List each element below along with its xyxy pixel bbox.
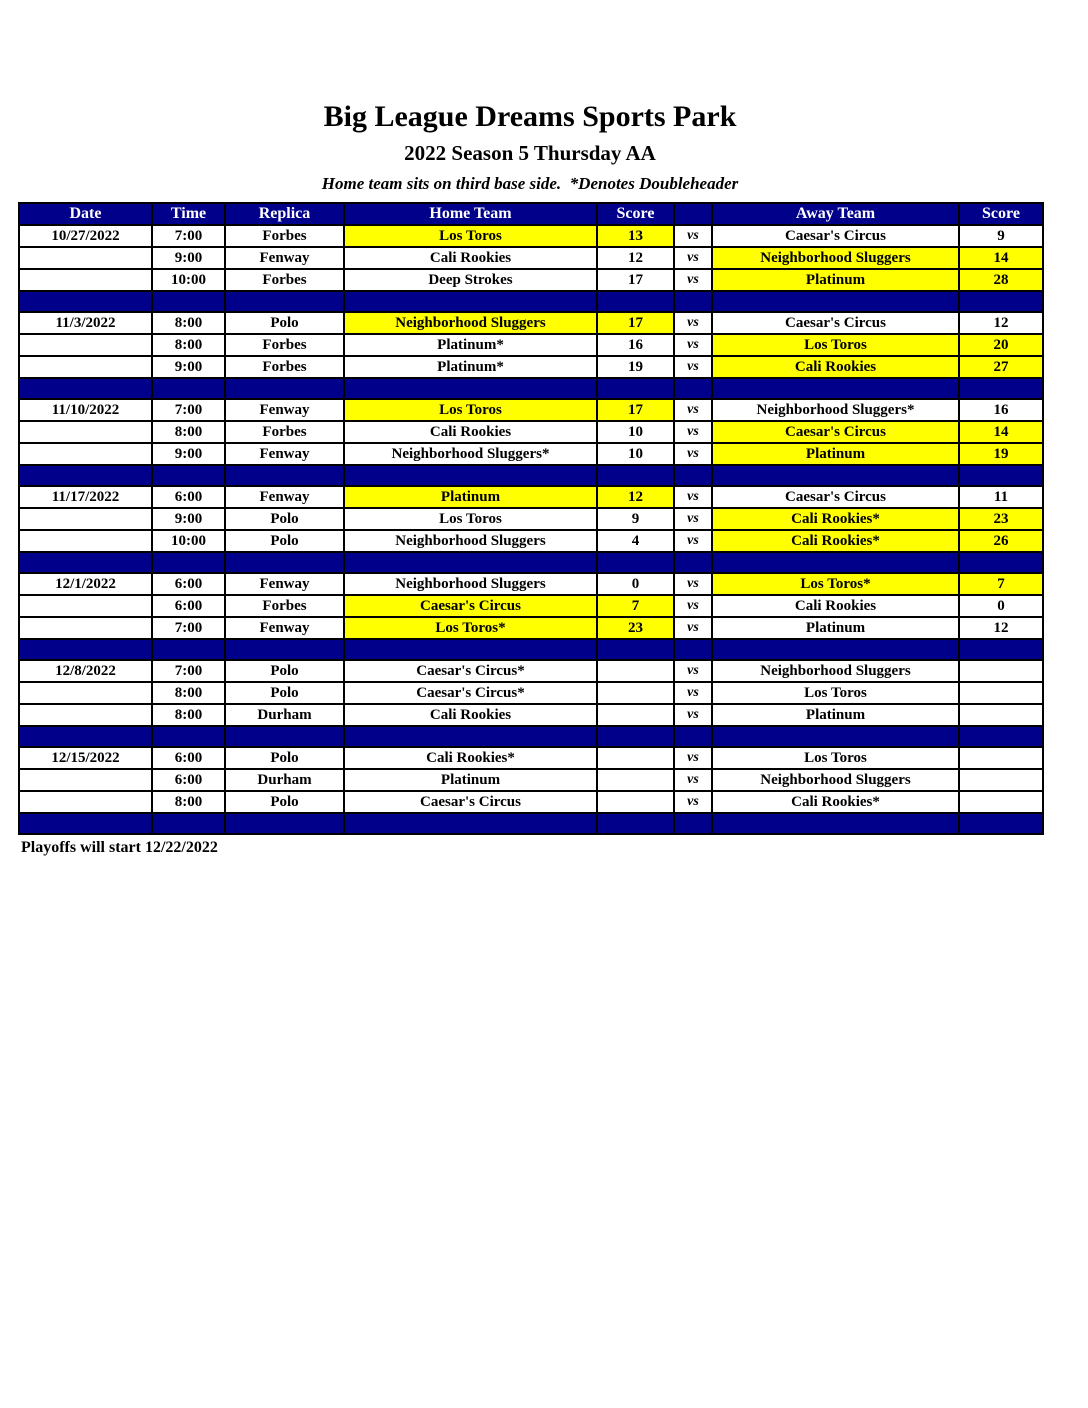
separator-cell xyxy=(712,291,959,312)
home-team-cell: Los Toros* xyxy=(344,617,597,639)
away-score-cell: 12 xyxy=(959,617,1043,639)
game-row xyxy=(19,530,1043,552)
away-team-cell: Platinum xyxy=(712,617,959,639)
home-team-cell: Los Toros xyxy=(344,508,597,530)
home-team-cell: Caesar's Circus* xyxy=(344,682,597,704)
time-cell: 7:00 xyxy=(152,225,225,247)
time-cell: 9:00 xyxy=(152,443,225,465)
replica-cell: Polo xyxy=(225,530,344,552)
home-score-cell: 10 xyxy=(597,443,674,465)
date-cell: 12/8/2022 xyxy=(19,660,152,682)
away-team-cell: Neighborhood Sluggers xyxy=(712,660,959,682)
time-cell: 8:00 xyxy=(152,421,225,443)
game-row xyxy=(19,595,1043,617)
separator-cell xyxy=(225,291,344,312)
home-score-cell: 23 xyxy=(597,617,674,639)
home-team-cell: Cali Rookies* xyxy=(344,747,597,769)
away-team-cell: Los Toros xyxy=(712,334,959,356)
separator-row xyxy=(19,378,1043,399)
separator-cell xyxy=(959,291,1043,312)
home-score-cell: 4 xyxy=(597,530,674,552)
home-score-cell: 16 xyxy=(597,334,674,356)
separator-cell xyxy=(152,813,225,834)
replica-cell: Fenway xyxy=(225,247,344,269)
vs-cell: vs xyxy=(674,334,712,356)
replica-cell: Fenway xyxy=(225,486,344,508)
separator-cell xyxy=(19,378,152,399)
header-cell-away-score: Score xyxy=(959,203,1043,225)
time-cell: 6:00 xyxy=(152,747,225,769)
replica-cell: Fenway xyxy=(225,443,344,465)
time-cell: 10:00 xyxy=(152,269,225,291)
away-team-cell: Neighborhood Sluggers xyxy=(712,769,959,791)
game-row xyxy=(19,399,1043,421)
separator-row xyxy=(19,552,1043,573)
separator-cell xyxy=(597,639,674,660)
home-team-cell: Neighborhood Sluggers xyxy=(344,530,597,552)
away-score-cell: 16 xyxy=(959,399,1043,421)
page-title: Big League Dreams Sports Park xyxy=(323,100,737,133)
home-team-cell: Los Toros xyxy=(344,225,597,247)
separator-cell xyxy=(959,378,1043,399)
away-team-cell: Neighborhood Sluggers xyxy=(712,247,959,269)
away-score-cell: 19 xyxy=(959,443,1043,465)
separator-cell xyxy=(674,291,712,312)
away-team-cell: Los Toros* xyxy=(712,573,959,595)
replica-cell: Forbes xyxy=(225,595,344,617)
separator-cell xyxy=(959,639,1043,660)
away-score-cell: 12 xyxy=(959,312,1043,334)
date-cell xyxy=(19,247,152,269)
separator-row xyxy=(19,726,1043,747)
date-cell: 12/1/2022 xyxy=(19,573,152,595)
replica-cell: Forbes xyxy=(225,225,344,247)
schedule-body xyxy=(19,225,1043,834)
home-score-cell: 13 xyxy=(597,225,674,247)
time-cell: 9:00 xyxy=(152,508,225,530)
home-score-cell: 19 xyxy=(597,356,674,378)
away-team-cell: Caesar's Circus xyxy=(712,421,959,443)
replica-cell: Forbes xyxy=(225,334,344,356)
vs-cell: vs xyxy=(674,573,712,595)
away-team-cell: Cali Rookies xyxy=(712,595,959,617)
away-score-cell: 14 xyxy=(959,421,1043,443)
home-team-cell: Neighborhood Sluggers* xyxy=(344,443,597,465)
date-cell xyxy=(19,791,152,813)
separator-cell xyxy=(597,552,674,573)
separator-cell xyxy=(597,813,674,834)
separator-cell xyxy=(152,726,225,747)
home-score-cell: 0 xyxy=(597,573,674,595)
separator-cell xyxy=(19,465,152,486)
time-cell: 8:00 xyxy=(152,682,225,704)
replica-cell: Fenway xyxy=(225,617,344,639)
time-cell: 7:00 xyxy=(152,660,225,682)
home-team-cell: Caesar's Circus xyxy=(344,791,597,813)
away-team-cell: Caesar's Circus xyxy=(712,225,959,247)
home-score-cell: 12 xyxy=(597,247,674,269)
vs-cell: vs xyxy=(674,269,712,291)
date-cell: 11/3/2022 xyxy=(19,312,152,334)
game-row xyxy=(19,356,1043,378)
home-team-cell: Caesar's Circus* xyxy=(344,660,597,682)
separator-cell xyxy=(344,726,597,747)
away-team-cell: Los Toros xyxy=(712,682,959,704)
home-team-cell: Cali Rookies xyxy=(344,421,597,443)
home-team-cell: Los Toros xyxy=(344,399,597,421)
replica-cell: Forbes xyxy=(225,269,344,291)
date-cell xyxy=(19,617,152,639)
time-cell: 6:00 xyxy=(152,595,225,617)
separator-cell xyxy=(712,726,959,747)
separator-cell xyxy=(712,552,959,573)
away-team-cell: Platinum xyxy=(712,443,959,465)
separator-cell xyxy=(344,291,597,312)
away-team-cell: Cali Rookies* xyxy=(712,530,959,552)
vs-cell: vs xyxy=(674,421,712,443)
vs-cell: vs xyxy=(674,225,712,247)
away-score-cell: 14 xyxy=(959,247,1043,269)
vs-cell: vs xyxy=(674,704,712,726)
separator-cell xyxy=(959,726,1043,747)
separator-cell xyxy=(19,291,152,312)
replica-cell: Fenway xyxy=(225,399,344,421)
header-cell-replica: Replica xyxy=(225,203,344,225)
separator-cell xyxy=(19,639,152,660)
home-score-cell xyxy=(597,682,674,704)
separator-cell xyxy=(152,465,225,486)
away-score-cell xyxy=(959,769,1043,791)
home-score-cell: 17 xyxy=(597,312,674,334)
home-team-cell: Platinum xyxy=(344,769,597,791)
replica-cell: Polo xyxy=(225,791,344,813)
time-cell: 8:00 xyxy=(152,312,225,334)
separator-cell xyxy=(597,726,674,747)
away-score-cell: 27 xyxy=(959,356,1043,378)
game-row xyxy=(19,617,1043,639)
date-cell xyxy=(19,704,152,726)
vs-cell: vs xyxy=(674,486,712,508)
time-cell: 6:00 xyxy=(152,573,225,595)
replica-cell: Polo xyxy=(225,660,344,682)
away-score-cell xyxy=(959,660,1043,682)
replica-cell: Polo xyxy=(225,508,344,530)
home-team-cell: Cali Rookies xyxy=(344,247,597,269)
away-team-cell: Platinum xyxy=(712,269,959,291)
game-row xyxy=(19,660,1043,682)
separator-cell xyxy=(674,552,712,573)
separator-row xyxy=(19,813,1043,834)
vs-cell: vs xyxy=(674,247,712,269)
time-cell: 10:00 xyxy=(152,530,225,552)
schedule-table xyxy=(18,202,1044,835)
date-cell xyxy=(19,530,152,552)
date-cell xyxy=(19,508,152,530)
footer-note: Playoffs will start 12/22/2022 xyxy=(21,839,218,856)
separator-cell xyxy=(712,378,959,399)
away-team-cell: Neighborhood Sluggers* xyxy=(712,399,959,421)
home-score-cell: 9 xyxy=(597,508,674,530)
home-team-cell: Neighborhood Sluggers xyxy=(344,312,597,334)
separator-cell xyxy=(959,465,1043,486)
game-row xyxy=(19,334,1043,356)
vs-cell: vs xyxy=(674,617,712,639)
home-team-cell: Deep Strokes xyxy=(344,269,597,291)
date-cell xyxy=(19,682,152,704)
date-cell xyxy=(19,269,152,291)
date-cell: 11/10/2022 xyxy=(19,399,152,421)
game-row xyxy=(19,269,1043,291)
time-cell: 6:00 xyxy=(152,486,225,508)
away-team-cell: Cali Rookies xyxy=(712,356,959,378)
page-note: Home team sits on third base side. *Denotes Doubleheader xyxy=(321,174,739,193)
header-row xyxy=(19,203,1043,225)
header-cell-away-team: Away Team xyxy=(712,203,959,225)
separator-cell xyxy=(344,552,597,573)
separator-cell xyxy=(19,813,152,834)
home-score-cell: 17 xyxy=(597,269,674,291)
separator-cell xyxy=(225,813,344,834)
time-cell: 8:00 xyxy=(152,791,225,813)
away-score-cell: 7 xyxy=(959,573,1043,595)
time-cell: 9:00 xyxy=(152,356,225,378)
home-score-cell xyxy=(597,660,674,682)
game-row xyxy=(19,421,1043,443)
separator-cell xyxy=(225,378,344,399)
replica-cell: Forbes xyxy=(225,421,344,443)
away-team-cell: Caesar's Circus xyxy=(712,486,959,508)
vs-cell: vs xyxy=(674,769,712,791)
date-cell xyxy=(19,595,152,617)
schedule-page xyxy=(18,0,1042,858)
game-row xyxy=(19,225,1043,247)
game-row xyxy=(19,704,1043,726)
home-score-cell xyxy=(597,747,674,769)
separator-cell xyxy=(19,726,152,747)
game-row xyxy=(19,312,1043,334)
away-score-cell: 26 xyxy=(959,530,1043,552)
date-cell: 12/15/2022 xyxy=(19,747,152,769)
home-score-cell xyxy=(597,704,674,726)
home-team-cell: Caesar's Circus xyxy=(344,595,597,617)
separator-cell xyxy=(225,726,344,747)
away-team-cell: Cali Rookies* xyxy=(712,508,959,530)
separator-cell xyxy=(674,465,712,486)
game-row xyxy=(19,508,1043,530)
separator-cell xyxy=(19,552,152,573)
vs-cell: vs xyxy=(674,660,712,682)
away-score-cell: 20 xyxy=(959,334,1043,356)
vs-cell: vs xyxy=(674,312,712,334)
separator-cell xyxy=(959,552,1043,573)
vs-cell: vs xyxy=(674,747,712,769)
home-score-cell: 17 xyxy=(597,399,674,421)
separator-cell xyxy=(712,465,959,486)
vs-cell: vs xyxy=(674,791,712,813)
away-score-cell xyxy=(959,747,1043,769)
date-cell xyxy=(19,769,152,791)
home-team-cell: Platinum* xyxy=(344,334,597,356)
separator-cell xyxy=(712,813,959,834)
vs-cell: vs xyxy=(674,530,712,552)
home-team-cell: Platinum* xyxy=(344,356,597,378)
replica-cell: Polo xyxy=(225,682,344,704)
header-cell-date: Date xyxy=(19,203,152,225)
separator-cell xyxy=(225,552,344,573)
away-score-cell: 11 xyxy=(959,486,1043,508)
time-cell: 6:00 xyxy=(152,769,225,791)
separator-row xyxy=(19,465,1043,486)
vs-cell: vs xyxy=(674,356,712,378)
separator-cell xyxy=(344,813,597,834)
away-score-cell: 23 xyxy=(959,508,1043,530)
separator-cell xyxy=(597,378,674,399)
separator-cell xyxy=(597,465,674,486)
separator-cell xyxy=(152,291,225,312)
game-row xyxy=(19,682,1043,704)
away-team-cell: Los Toros xyxy=(712,747,959,769)
separator-cell xyxy=(674,378,712,399)
time-cell: 8:00 xyxy=(152,704,225,726)
date-cell xyxy=(19,356,152,378)
home-team-cell: Cali Rookies xyxy=(344,704,597,726)
separator-cell xyxy=(344,639,597,660)
home-score-cell: 12 xyxy=(597,486,674,508)
game-row xyxy=(19,791,1043,813)
separator-cell xyxy=(225,465,344,486)
separator-cell xyxy=(344,378,597,399)
separator-cell xyxy=(225,639,344,660)
game-row xyxy=(19,443,1043,465)
header-cell-home-score: Score xyxy=(597,203,674,225)
away-score-cell: 0 xyxy=(959,595,1043,617)
game-row xyxy=(19,247,1043,269)
replica-cell: Forbes xyxy=(225,356,344,378)
home-score-cell xyxy=(597,769,674,791)
separator-cell xyxy=(674,813,712,834)
vs-cell: vs xyxy=(674,443,712,465)
replica-cell: Durham xyxy=(225,704,344,726)
home-score-cell xyxy=(597,791,674,813)
separator-cell xyxy=(959,813,1043,834)
separator-row xyxy=(19,639,1043,660)
vs-cell: vs xyxy=(674,682,712,704)
time-cell: 8:00 xyxy=(152,334,225,356)
time-cell: 7:00 xyxy=(152,617,225,639)
home-score-cell: 10 xyxy=(597,421,674,443)
vs-cell: vs xyxy=(674,399,712,421)
away-score-cell xyxy=(959,791,1043,813)
separator-cell xyxy=(152,378,225,399)
replica-cell: Polo xyxy=(225,747,344,769)
replica-cell: Fenway xyxy=(225,573,344,595)
header-cell-time: Time xyxy=(152,203,225,225)
home-team-cell: Neighborhood Sluggers xyxy=(344,573,597,595)
game-row xyxy=(19,747,1043,769)
replica-cell: Polo xyxy=(225,312,344,334)
separator-cell xyxy=(674,726,712,747)
away-score-cell xyxy=(959,682,1043,704)
date-cell xyxy=(19,334,152,356)
game-row xyxy=(19,486,1043,508)
home-team-cell: Platinum xyxy=(344,486,597,508)
date-cell xyxy=(19,421,152,443)
date-cell: 10/27/2022 xyxy=(19,225,152,247)
home-score-cell: 7 xyxy=(597,595,674,617)
separator-row xyxy=(19,291,1043,312)
header-cell-home-team: Home Team xyxy=(344,203,597,225)
time-cell: 7:00 xyxy=(152,399,225,421)
separator-cell xyxy=(674,639,712,660)
date-cell: 11/17/2022 xyxy=(19,486,152,508)
separator-cell xyxy=(344,465,597,486)
replica-cell: Durham xyxy=(225,769,344,791)
away-score-cell: 9 xyxy=(959,225,1043,247)
away-team-cell: Cali Rookies* xyxy=(712,791,959,813)
separator-cell xyxy=(152,639,225,660)
header-cell-vs xyxy=(674,203,712,225)
game-row xyxy=(19,573,1043,595)
date-cell xyxy=(19,443,152,465)
away-team-cell: Platinum xyxy=(712,704,959,726)
separator-cell xyxy=(597,291,674,312)
game-row xyxy=(19,769,1043,791)
away-score-cell: 28 xyxy=(959,269,1043,291)
away-team-cell: Caesar's Circus xyxy=(712,312,959,334)
time-cell: 9:00 xyxy=(152,247,225,269)
separator-cell xyxy=(712,639,959,660)
vs-cell: vs xyxy=(674,595,712,617)
separator-cell xyxy=(152,552,225,573)
vs-cell: vs xyxy=(674,508,712,530)
away-score-cell xyxy=(959,704,1043,726)
page-subtitle: 2022 Season 5 Thursday AA xyxy=(404,141,656,165)
